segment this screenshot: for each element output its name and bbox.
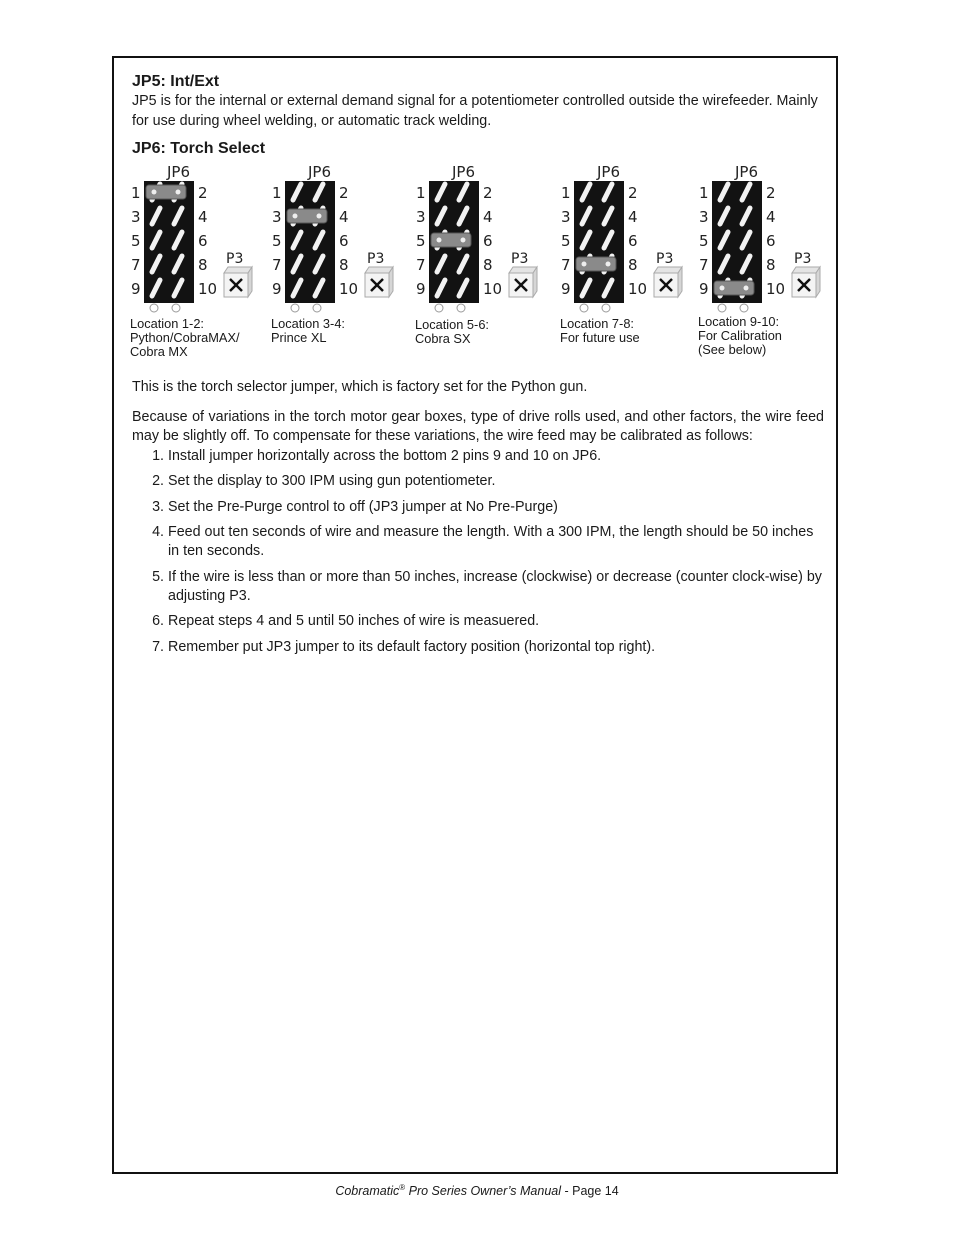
pin-label-odd: 9 bbox=[561, 280, 571, 298]
jp6-connector-diagram bbox=[271, 161, 396, 313]
pin-hole-right bbox=[457, 304, 465, 312]
calibration-steps bbox=[132, 447, 824, 657]
diagram-caption bbox=[130, 317, 270, 359]
calibration-step: 3. Set the Pre-Purge control to off (JP3 jumper at No Pre-Purge) bbox=[168, 498, 824, 517]
calibration-step: 7. Remember put JP3 jumper to its default factory position (horizontal top right). bbox=[168, 638, 824, 657]
jp6-connector-diagram bbox=[698, 161, 823, 313]
p3-label: P3 bbox=[511, 251, 529, 267]
caption-line: Prince XL bbox=[271, 330, 327, 345]
jp6-connector-diagram bbox=[415, 161, 540, 313]
pot-top-face bbox=[792, 267, 820, 273]
pin-label-odd: 1 bbox=[699, 184, 709, 202]
pin-hole-left bbox=[435, 304, 443, 312]
pot-top-face bbox=[509, 267, 537, 273]
pin-label-even: 2 bbox=[198, 184, 208, 202]
caption-line: Cobra SX bbox=[415, 331, 471, 346]
jp6-diagram-location-1 bbox=[130, 161, 270, 359]
jp6-diagram-location-3 bbox=[415, 161, 555, 346]
page-footer bbox=[0, 1183, 954, 1198]
jp6-diagram-location-2 bbox=[271, 161, 411, 345]
p3-label: P3 bbox=[226, 251, 244, 267]
pin-label-even: 4 bbox=[766, 208, 776, 226]
diagram-caption bbox=[560, 317, 700, 345]
caption-line: Python/CobraMAX/ bbox=[130, 330, 240, 345]
diagram-caption bbox=[698, 315, 838, 357]
caption-line: Location 3-4: bbox=[271, 316, 345, 331]
pin-label-odd: 1 bbox=[272, 184, 282, 202]
pin-label-even: 4 bbox=[628, 208, 638, 226]
pin-label-even: 10 bbox=[339, 280, 359, 298]
pin-label-even: 2 bbox=[339, 184, 349, 202]
pin-label-odd: 1 bbox=[561, 184, 571, 202]
jumper-contact-left bbox=[720, 286, 725, 291]
jp6-diagram-row bbox=[132, 161, 824, 366]
pin-label-odd: 3 bbox=[131, 208, 141, 226]
pin-label-even: 2 bbox=[628, 184, 638, 202]
pin-hole-right bbox=[740, 304, 748, 312]
pot-top-face bbox=[654, 267, 682, 273]
p3-label: P3 bbox=[367, 251, 385, 267]
pin-label-odd: 7 bbox=[561, 256, 571, 274]
pin-label-even: 10 bbox=[483, 280, 503, 298]
jumper-contact-left bbox=[437, 238, 442, 243]
pot-side-face bbox=[389, 267, 393, 297]
jp6-connector-diagram bbox=[130, 161, 255, 313]
pin-label-odd: 9 bbox=[272, 280, 282, 298]
caption-line: For future use bbox=[560, 330, 640, 345]
pin-label-even: 8 bbox=[483, 256, 493, 274]
pin-label-even: 6 bbox=[628, 232, 638, 250]
jp6-connector-label: JP6 bbox=[452, 163, 476, 181]
jumper-contact-right bbox=[744, 286, 749, 291]
jumper-contact-left bbox=[582, 262, 587, 267]
pin-label-odd: 9 bbox=[416, 280, 426, 298]
pin-label-even: 4 bbox=[483, 208, 493, 226]
jp5-heading: JP5: Int/Ext bbox=[132, 73, 220, 90]
jp6-heading: JP6: Torch Select bbox=[132, 140, 266, 157]
diagram-caption bbox=[415, 318, 555, 346]
jumper-contact-left bbox=[293, 214, 298, 219]
pin-label-odd: 1 bbox=[131, 184, 141, 202]
pin-hole-right bbox=[172, 304, 180, 312]
pot-side-face bbox=[678, 267, 682, 297]
pin-label-odd: 7 bbox=[272, 256, 282, 274]
jumper-contact-right bbox=[461, 238, 466, 243]
pin-label-even: 2 bbox=[483, 184, 493, 202]
pin-hole-right bbox=[313, 304, 321, 312]
page-content bbox=[132, 72, 824, 663]
caption-line: Location 5-6: bbox=[415, 317, 489, 332]
caption-line: Location 7-8: bbox=[560, 316, 634, 331]
pin-label-even: 4 bbox=[339, 208, 349, 226]
pin-label-even: 10 bbox=[766, 280, 786, 298]
footer-brand: Cobramatic bbox=[335, 1184, 400, 1199]
pin-label-odd: 5 bbox=[131, 232, 141, 250]
p3-label: P3 bbox=[656, 251, 674, 267]
pin-label-even: 2 bbox=[766, 184, 776, 202]
pin-hole-right bbox=[602, 304, 610, 312]
footer-title: Pro Series Owner’s Manual bbox=[405, 1184, 561, 1199]
page-frame bbox=[112, 56, 838, 1174]
jumper-contact-left bbox=[152, 190, 157, 195]
jp6-connector-label: JP6 bbox=[167, 163, 191, 181]
footer-registered-mark: ® bbox=[399, 1183, 406, 1192]
caption-line: For Calibration bbox=[698, 328, 782, 343]
pin-label-odd: 3 bbox=[561, 208, 571, 226]
pin-label-odd: 7 bbox=[416, 256, 426, 274]
jp6-diagram-location-4 bbox=[560, 161, 700, 345]
pin-label-odd: 7 bbox=[699, 256, 709, 274]
pin-label-even: 10 bbox=[628, 280, 648, 298]
pin-label-even: 4 bbox=[198, 208, 208, 226]
pin-label-even: 6 bbox=[766, 232, 776, 250]
jumper-contact-right bbox=[317, 214, 322, 219]
jp6-connector-label: JP6 bbox=[597, 163, 621, 181]
pot-top-face bbox=[365, 267, 393, 273]
pot-side-face bbox=[248, 267, 252, 297]
jumper-contact-right bbox=[176, 190, 181, 195]
pin-label-even: 8 bbox=[766, 256, 776, 274]
caption-line: Cobra MX bbox=[130, 344, 188, 359]
pin-label-odd: 5 bbox=[416, 232, 426, 250]
p3-label: P3 bbox=[794, 251, 812, 267]
pin-hole-left bbox=[150, 304, 158, 312]
caption-line: Location 1-2: bbox=[130, 316, 204, 331]
jumper-contact-right bbox=[606, 262, 611, 267]
pin-label-odd: 5 bbox=[272, 232, 282, 250]
pin-label-even: 8 bbox=[339, 256, 349, 274]
jp6-diagram-location-5 bbox=[698, 161, 838, 357]
pin-label-odd: 3 bbox=[416, 208, 426, 226]
pin-label-even: 10 bbox=[198, 280, 218, 298]
pin-label-odd: 5 bbox=[561, 232, 571, 250]
footer-page-number: - Page 14 bbox=[561, 1184, 619, 1199]
pin-hole-left bbox=[291, 304, 299, 312]
pin-label-odd: 3 bbox=[699, 208, 709, 226]
calibration-step: 6. Repeat steps 4 and 5 until 50 inches of wire is measuered. bbox=[168, 612, 824, 631]
pin-label-odd: 1 bbox=[416, 184, 426, 202]
pot-top-face bbox=[224, 267, 252, 273]
jp5-description: JP5 is for the internal or external demand signal for a potentiometer controlled outside the wirefeeder. Mainly for use during wheel welding, or automatic track welding. bbox=[132, 93, 818, 129]
pot-side-face bbox=[816, 267, 820, 297]
calibration-step: 5. If the wire is less than or more than 50 inches, increase (clockwise) or decrease (counter clock-wise) by adjusting P3. bbox=[168, 568, 824, 606]
jp6-connector-label: JP6 bbox=[735, 163, 759, 181]
calibration-step: 2. Set the display to 300 IPM using gun potentiometer. bbox=[168, 472, 824, 491]
pin-hole-left bbox=[580, 304, 588, 312]
pin-label-odd: 5 bbox=[699, 232, 709, 250]
jp6-connector-label: JP6 bbox=[308, 163, 332, 181]
pin-label-odd: 9 bbox=[131, 280, 141, 298]
pin-label-even: 6 bbox=[483, 232, 493, 250]
pin-label-odd: 7 bbox=[131, 256, 141, 274]
calibration-step: 1. Install jumper horizontally across the bottom 2 pins 9 and 10 on JP6. bbox=[168, 447, 824, 466]
calibration-intro: Because of variations in the torch motor gear boxes, type of drive rolls used, and other factors, the wire feed may be slightly off. To compensate for these variations, the wire feed may be calibrated as follows: bbox=[132, 408, 824, 444]
pot-side-face bbox=[533, 267, 537, 297]
pin-label-even: 6 bbox=[198, 232, 208, 250]
caption-line: (See below) bbox=[698, 342, 767, 357]
diagram-caption bbox=[271, 317, 411, 345]
caption-line: Location 9-10: bbox=[698, 314, 780, 329]
jp6-connector-diagram bbox=[560, 161, 685, 313]
pin-label-even: 6 bbox=[339, 232, 349, 250]
pin-label-odd: 3 bbox=[272, 208, 282, 226]
pin-hole-left bbox=[718, 304, 726, 312]
pin-label-even: 8 bbox=[198, 256, 208, 274]
pin-label-odd: 9 bbox=[699, 280, 709, 298]
pin-label-even: 8 bbox=[628, 256, 638, 274]
factory-setting-note: This is the torch selector jumper, which is factory set for the Python gun. bbox=[132, 379, 588, 395]
calibration-step: 4. Feed out ten seconds of wire and measure the length. With a 300 IPM, the length should be 50 inches in ten seconds. bbox=[168, 523, 824, 561]
